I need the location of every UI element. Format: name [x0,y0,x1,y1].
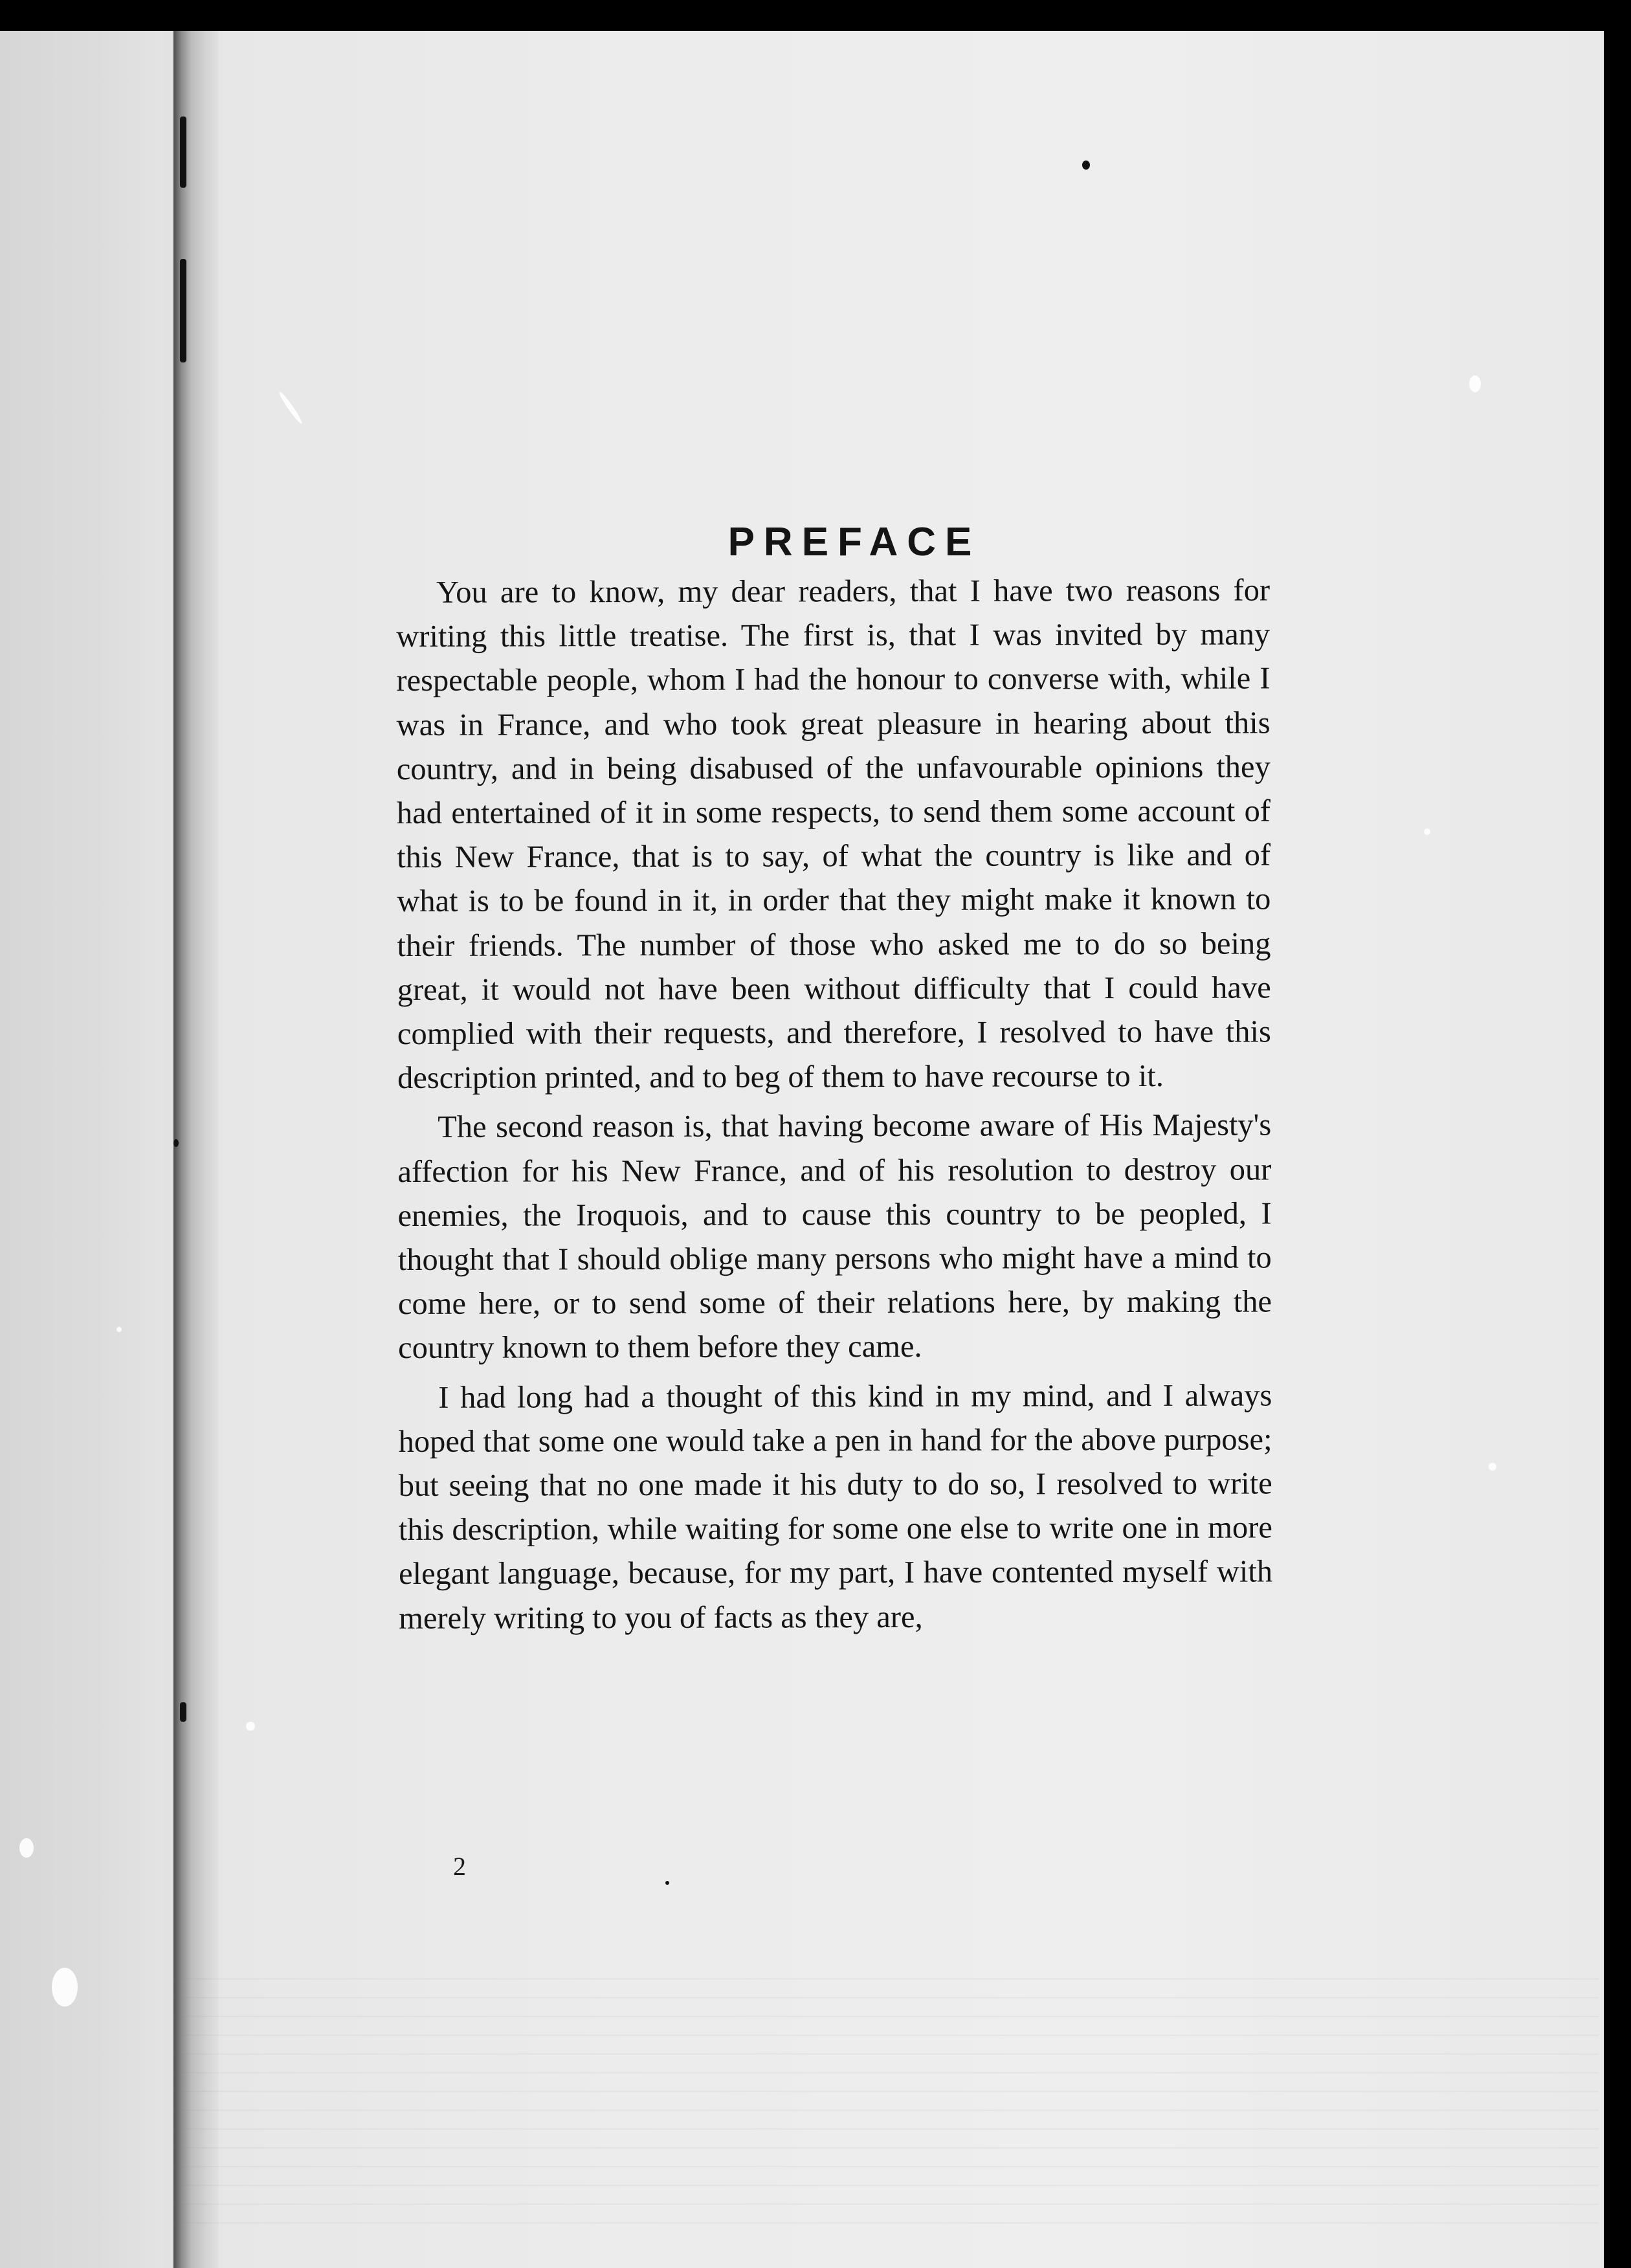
paper-texture [175,1961,1599,2233]
dust-speck [116,1327,122,1332]
paragraph: The second reason is, that having become aware of His Majesty's affection for his New France, and of his resolution to destroy our enemies, the Iroquois, and to cause this country to be peopled, I thought that I should oblige many persons who might have a mind to come here, or to send some of their relations here, by making the country known to them before they came. [397,1107,1272,1366]
ink-speck [173,1139,179,1147]
dust-speck [1424,828,1430,835]
scan-border-top [0,0,1631,31]
dust-speck [52,1968,78,2007]
paragraph: You are to know, my dear readers, that I have two reasons for writing this little treatise. The first is, that I was invited by many respectable people, whom I had the honour to converse with, while I was in France, and who took great pleasure in hearing about this country, and in being disabused of the unfavourable opinions they had entertained of it in some respects, to send them some account of this New France, that is to say, of what the country is like and of what is to be found in it, in order that they might make it known to their friends. The number of those who asked me to do so being great, it would not have been without difficulty that I could have complied with their requests, and therefore, I resolved to have this description printed, and to beg of them to have recourse to it. [396,573,1271,1096]
dust-speck [19,1838,34,1858]
ink-speck [1082,161,1090,170]
binding-gutter [173,26,219,2268]
gutter-mark [180,117,186,188]
dust-speck [1469,375,1481,392]
dust-speck [1489,1463,1496,1471]
ink-speck [665,1881,669,1885]
scan-border-right [1604,26,1631,2268]
gutter-mark [180,1702,186,1722]
gutter-mark [180,259,186,362]
dust-speck [246,1722,255,1731]
page-heading: PREFACE [727,519,981,564]
paragraph: I had long had a thought of this kind in my mind, and I always hoped that some one would take a pen in hand for the above purpose; but seeing that no one made it his duty to do so, I resolved to write this description, while waiting for some one else to write one in more elegant language, because, for my part, I have contented myself with merely writing to you of facts as they are, [398,1378,1273,1636]
page-number: 2 [453,1852,466,1881]
body-text [396,568,1272,1640]
